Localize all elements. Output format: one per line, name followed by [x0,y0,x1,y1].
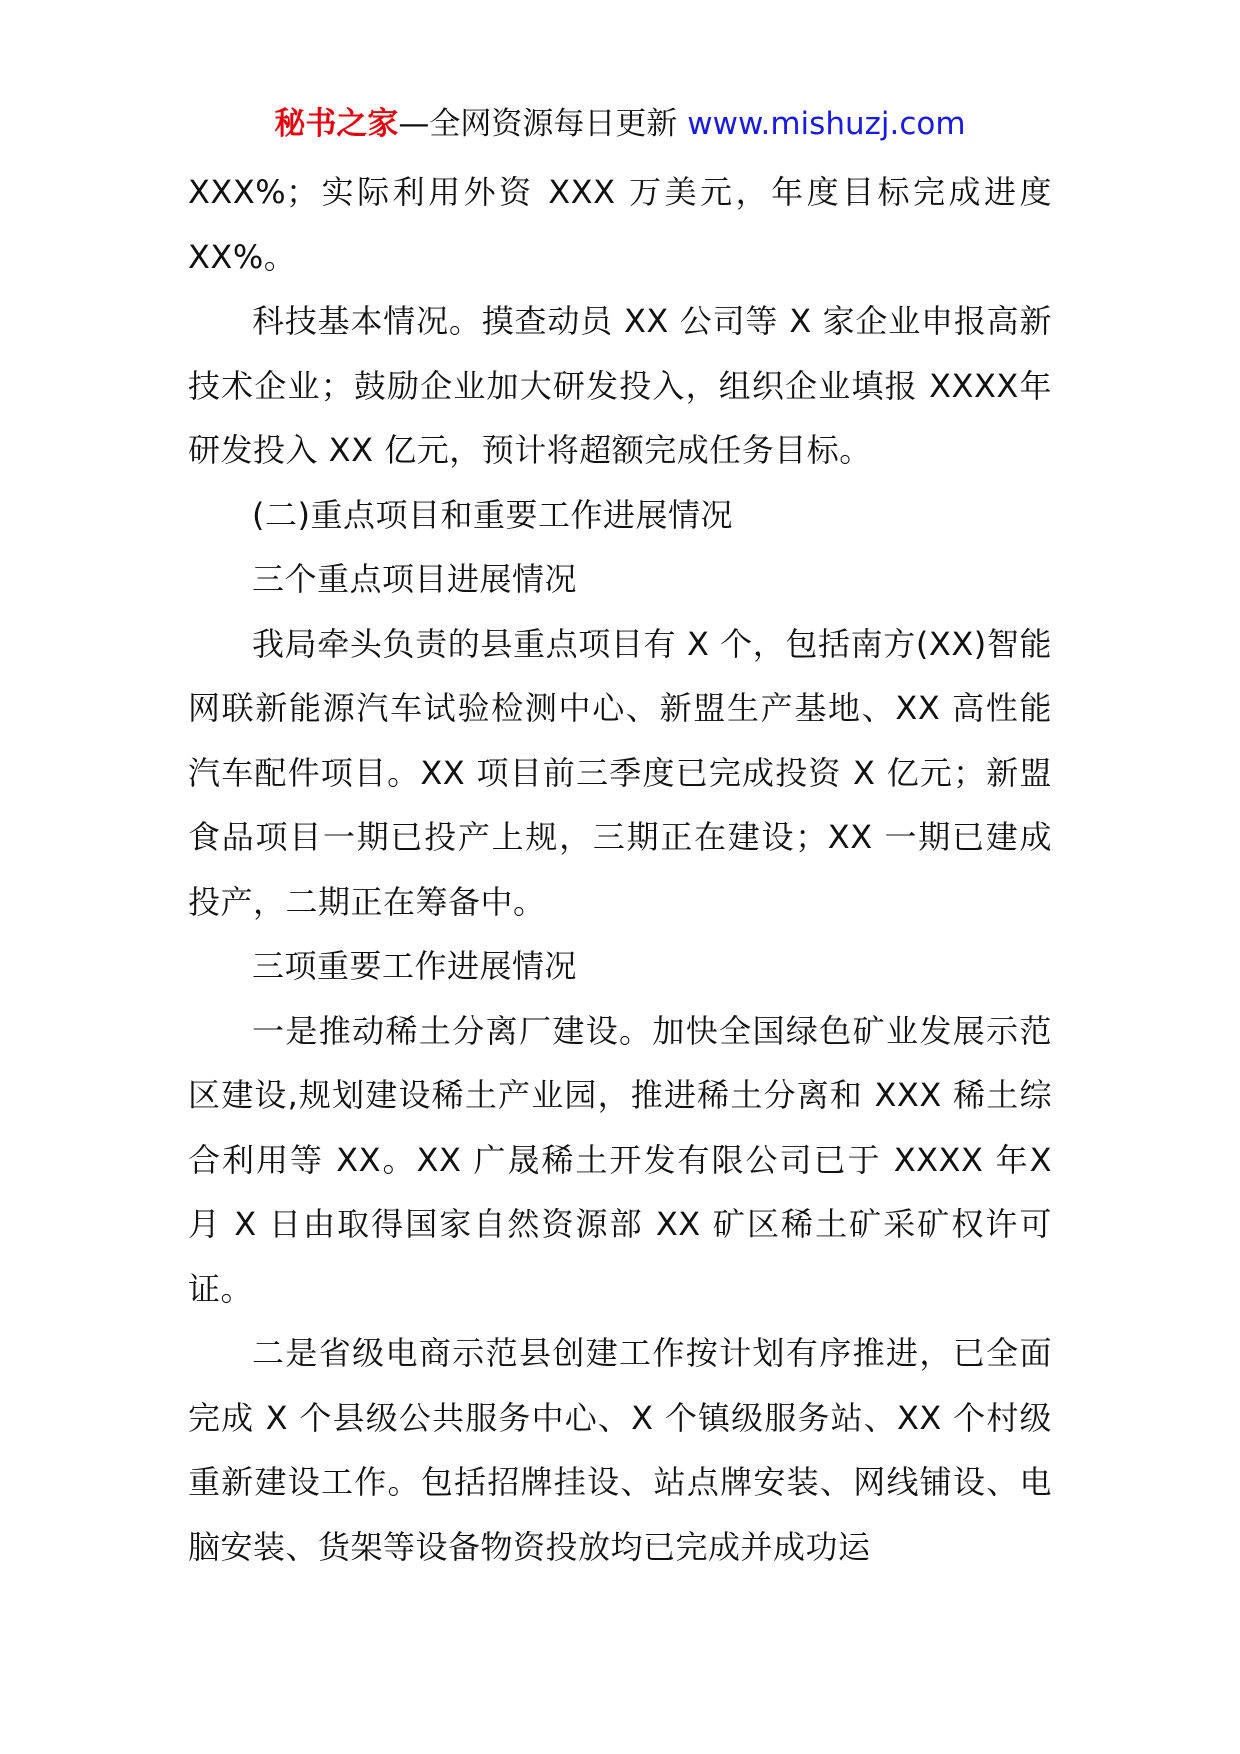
paragraph-tech-overview: 科技基本情况。摸查动员 XX 公司等 X 家企业申报高新技术企业；鼓励企业加大研发投入，组织企业填报 XXXX年研发投入 XX 亿元，预计将超额完成任务目标。 [188,302,1052,469]
page-header [0,102,1240,146]
paragraph-key-projects: 我局牵头负责的县重点项目有 X 个，包括南方(XX)智能网联新能源汽车试验检测中心、新盟生产基地、XX 高性能汽车配件项目。XX 项目前三季度已完成投资 X 亿元；新盟食品项目一期已投产上规，三期正在建设；XX 一期已建成投产，二期正在筹备中。 [188,624,1052,921]
paragraph-ecommerce: 二是省级电商示范县创建工作按计划有序推进，已全面完成 X 个县级公共服务中心、X 个镇级服务站、XX 个村级重新建设工作。包括招牌挂设、站点牌安装、网线铺设、电脑安装、货架等设备物资投放均已完成并成功运 [188,1334,1052,1566]
paragraph-continuation: XXX%；实际利用外资 XXX 万美元，年度目标完成进度XX%。 [188,173,1052,276]
subheading-three-important-works: 三项重要工作进展情况 [252,947,578,985]
header-url-link[interactable]: www.mishuzj.com [687,106,966,142]
document-body [188,160,1052,1579]
paragraph-rare-earth: 一是推动稀土分离厂建设。加快全国绿色矿业发展示范区建设,规划建设稀土产业园，推进稀土分离和 XXX 稀土综合利用等 XX。XX 广晟稀土开发有限公司已于 XXXX 年X 月 X 日由取得国家自然资源部 XX 矿区稀土矿采矿权许可证。 [188,1011,1052,1308]
section-heading-key-projects: (二)重点项目和重要工作进展情况 [252,495,733,534]
subheading-three-key-projects: 三个重点项目进展情况 [252,560,578,598]
header-brand: 秘书之家 [274,106,399,142]
header-tagline: —全网资源每日更新 [398,106,688,142]
